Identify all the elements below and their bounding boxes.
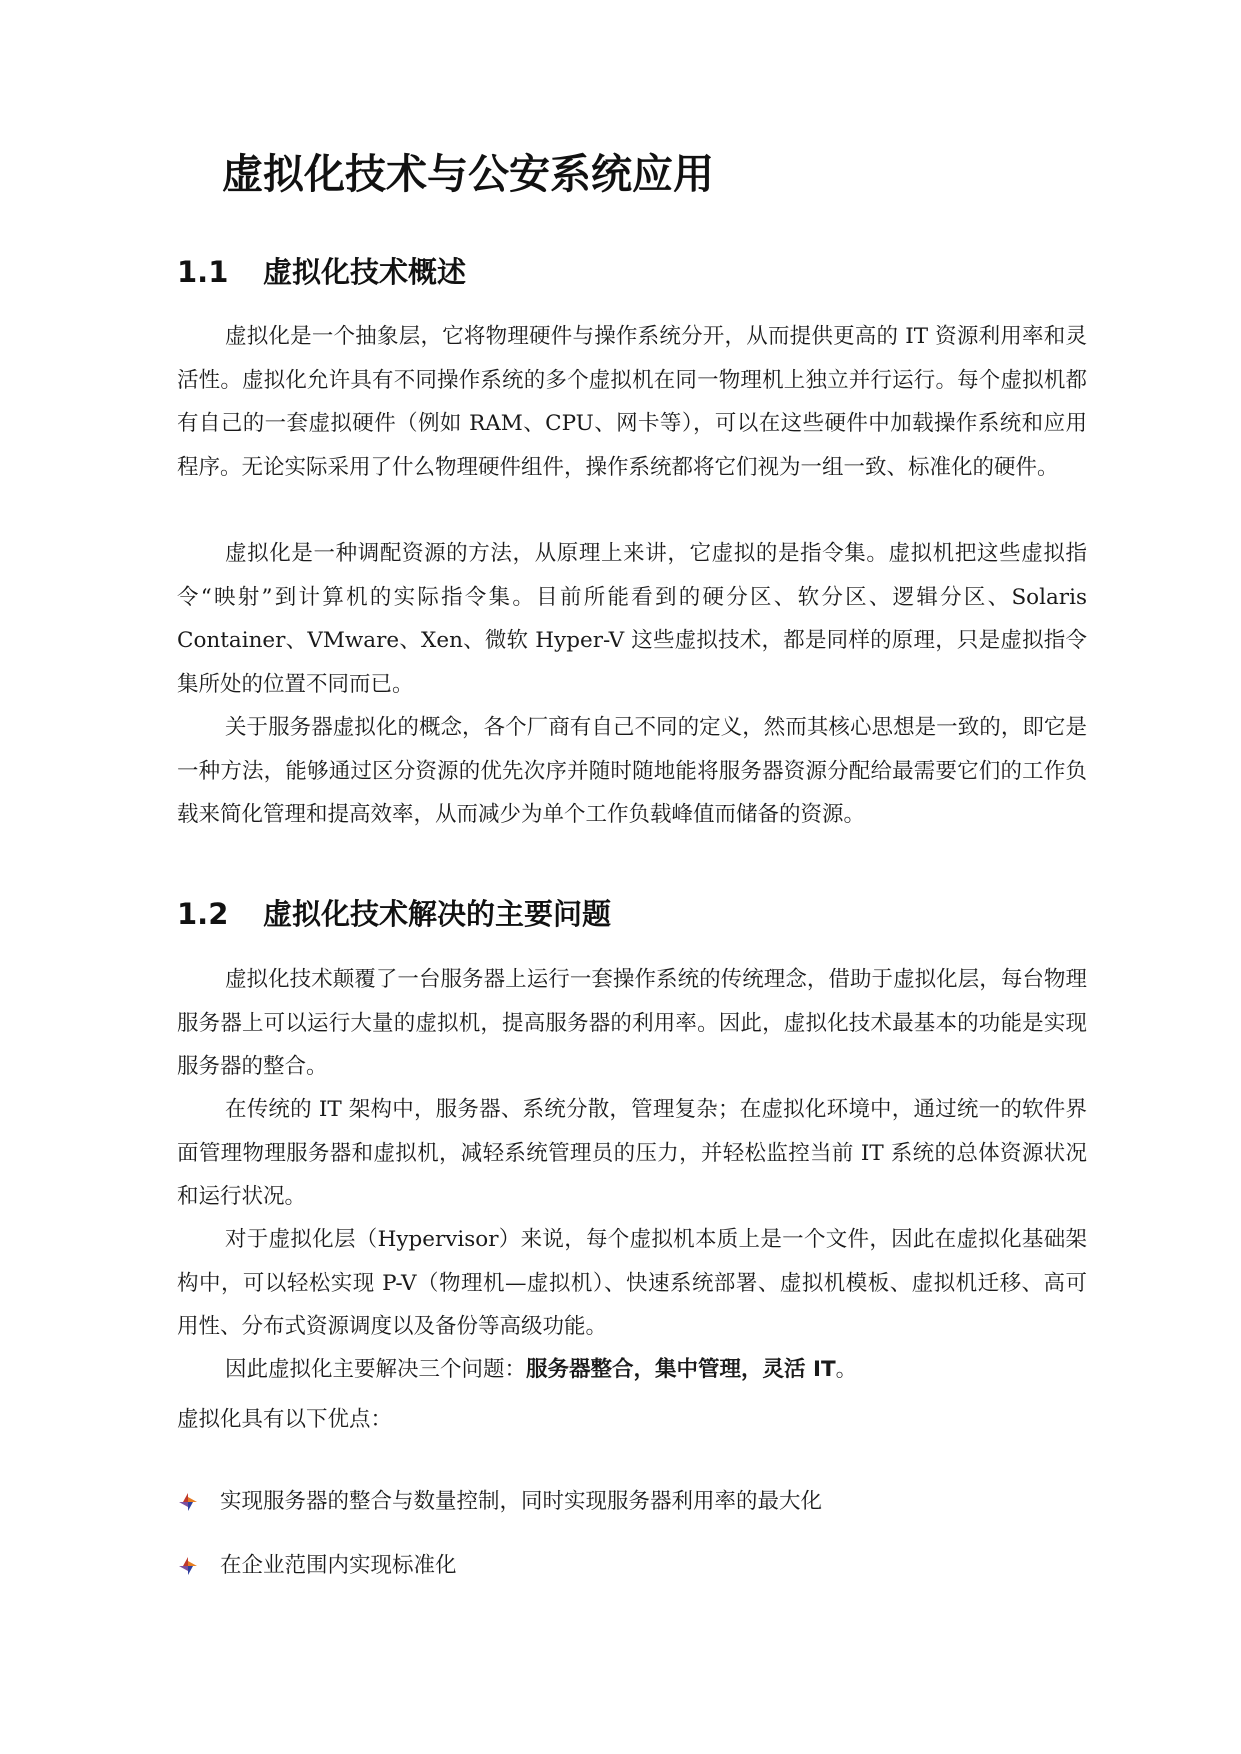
paragraph: 虚拟化技术颠覆了一台服务器上运行一套操作系统的传统理念，借助于虚拟化层，每台物理服务器上可以运行大量的虚拟机，提高服务器的利用率。因此，虚拟化技术最基本的功能是实现服务器的整合。 [177,967,1087,1079]
advantages-intro: 虚拟化具有以下优点： [177,1407,393,1432]
paragraph: 虚拟化是一种调配资源的方法，从原理上来讲，它虚拟的是指令集。虚拟机把这些虚拟指令“映射”到计算机的实际指令集。目前所能看到的硬分区、软分区、逻辑分区、Solaris Container、VMware、Xen、微软 Hyper-V 这些虚拟技术，都是同样的原理，只是虚拟指令集所处的位置不同而已。 [177,541,1087,697]
pinwheel-bullet-icon [177,1555,199,1577]
section-number: 1.2 [177,897,229,931]
paragraph: 对于虚拟化层（Hypervisor）来说，每个虚拟机本质上是一个文件，因此在虚拟化基础架构中，可以轻松实现 P-V（物理机—虚拟机）、快速系统部署、虚拟机模板、虚拟机迁移、高可用性、分布式资源调度以及备份等高级功能。 [177,1227,1087,1339]
section-title: 虚拟化技术概述 [263,255,467,289]
document-title: 虚拟化技术与公安系统应用 [222,150,714,198]
paragraph: 关于服务器虚拟化的概念，各个厂商有自己不同的定义，然而其核心思想是一致的，即它是一种方法，能够通过区分资源的优先次序并随时随地能将服务器资源分配给最需要它们的工作负载来简化管理和提高效率，从而减少为单个工作负载峰值而储备的资源。 [177,715,1087,827]
list-item [177,1544,822,1608]
section-heading-1-2 [177,897,611,932]
summary-prefix: 因此虚拟化主要解决三个问题： [225,1357,527,1382]
summary-bold: 服务器整合，集中管理，灵活 IT [526,1357,836,1382]
summary-paragraph [177,1348,1087,1392]
summary-suffix: 。 [835,1357,858,1382]
section-number: 1.1 [177,255,229,289]
list-item [177,1480,822,1544]
advantages-list [177,1480,822,1608]
section-title: 虚拟化技术解决的主要问题 [263,897,612,931]
paragraph: 在传统的 IT 架构中，服务器、系统分散，管理复杂；在虚拟化环境中，通过统一的软件界面管理物理服务器和虚拟机，减轻系统管理员的压力，并轻松监控当前 IT 系统的总体资源状况和运行状况。 [177,1097,1087,1209]
list-item-text: 在企业范围内实现标准化 [220,1553,457,1578]
section-heading-1-1 [177,255,466,290]
pinwheel-bullet-icon [177,1491,199,1513]
list-item-text: 实现服务器的整合与数量控制，同时实现服务器利用率的最大化 [220,1489,823,1514]
paragraph: 虚拟化是一个抽象层，它将物理硬件与操作系统分开，从而提供更高的 IT 资源利用率和灵活性。虚拟化允许具有不同操作系统的多个虚拟机在同一物理机上独立并行运行。每个虚拟机都有自己的一套虚拟硬件（例如 RAM、CPU、网卡等），可以在这些硬件中加载操作系统和应用程序。无论实际采用了什么物理硬件组件，操作系统都将它们视为一组一致、标准化的硬件。 [177,324,1087,480]
